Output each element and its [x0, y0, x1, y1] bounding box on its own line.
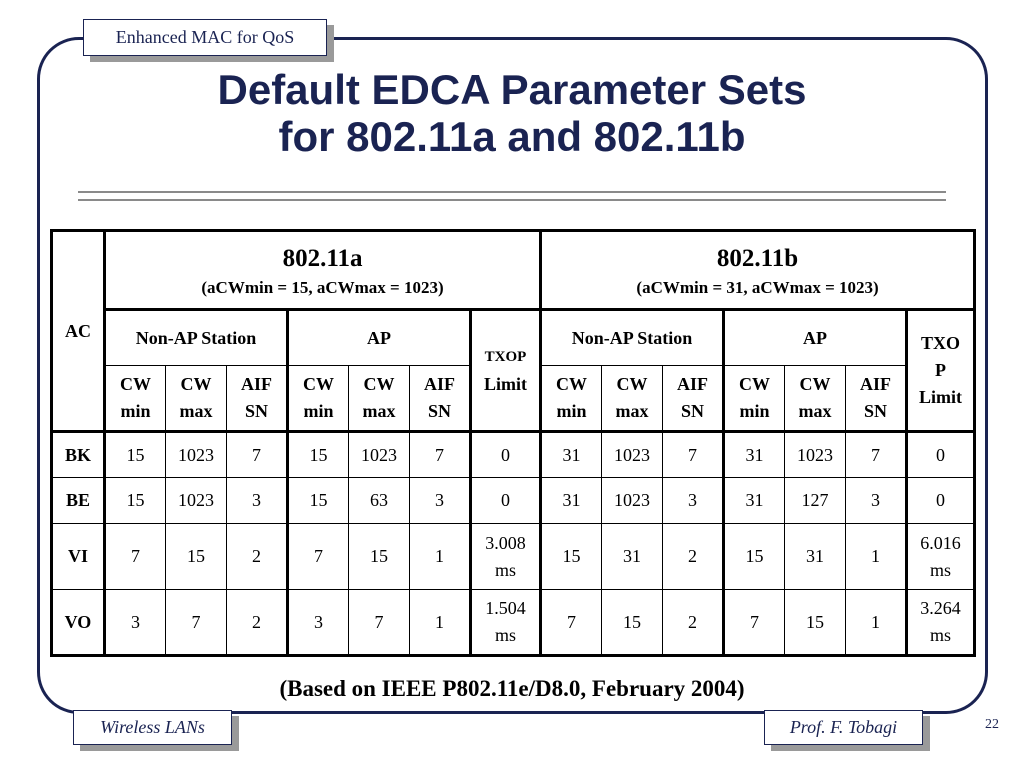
- param-header-line: max: [362, 401, 396, 421]
- ac-cell: VI: [52, 524, 105, 590]
- cell-b-txop: [907, 478, 975, 524]
- cell-b-ap: 15: [785, 590, 846, 656]
- param-header-b-ap: [724, 366, 785, 432]
- cell-a-ap: 1023: [349, 432, 410, 478]
- b-ap-header: AP: [724, 310, 907, 366]
- param-header-line: CW: [739, 374, 771, 394]
- cell-b-ap: 31: [724, 432, 785, 478]
- param-header-line: CW: [799, 374, 831, 394]
- cell-a-ap: 1: [410, 524, 471, 590]
- cell-b-txop: [907, 524, 975, 590]
- cell-b-sta: 31: [602, 524, 663, 590]
- cell-b-ap: 127: [785, 478, 846, 524]
- table-row: [52, 432, 975, 478]
- param-header-line: AIF: [241, 374, 272, 394]
- cell-a-sta: 7: [227, 432, 288, 478]
- txop-value-line: 0: [501, 444, 511, 465]
- title-line-1: Default EDCA Parameter Sets: [217, 66, 807, 113]
- title-rule-top: [78, 191, 946, 193]
- ac-header-cell: AC: [52, 231, 105, 432]
- param-header-line: SN: [681, 401, 705, 421]
- param-header-line: min: [556, 401, 587, 421]
- b-txop-line: TXO: [921, 333, 961, 353]
- cell-a-sta: 15: [105, 478, 166, 524]
- txop-value-line: 6.016: [920, 532, 961, 553]
- cell-a-ap: 3: [410, 478, 471, 524]
- cell-a-txop: [471, 432, 541, 478]
- cell-b-ap: 15: [724, 524, 785, 590]
- a-txop-line: TXOP: [484, 348, 527, 365]
- param-header-a-sta: [166, 366, 227, 432]
- cell-b-txop: [907, 432, 975, 478]
- table-body: [52, 432, 975, 656]
- b-non-ap-header: Non-AP Station: [541, 310, 724, 366]
- param-header-line: AIF: [424, 374, 455, 394]
- cell-b-sta: 2: [663, 590, 724, 656]
- topic-label: Enhanced MAC for QoS: [83, 19, 327, 56]
- param-header-line: CW: [616, 374, 648, 394]
- cell-b-sta: 31: [541, 432, 602, 478]
- param-header-a-sta: [105, 366, 166, 432]
- param-header-line: min: [739, 401, 770, 421]
- cell-b-sta: 15: [602, 590, 663, 656]
- cell-a-ap: 3: [288, 590, 349, 656]
- txop-value-line: 1.504: [485, 598, 526, 618]
- std-a-params: (aCWmin = 15, aCWmax = 1023): [201, 277, 444, 297]
- param-header-line: CW: [180, 374, 212, 394]
- cell-b-ap: 7: [846, 432, 907, 478]
- cell-a-ap: 1: [410, 590, 471, 656]
- a-txop-line: Limit: [484, 373, 528, 394]
- cell-a-ap: 15: [288, 478, 349, 524]
- title-rule-bottom: [78, 199, 946, 201]
- table-row: [52, 478, 975, 524]
- param-header-line: min: [303, 401, 334, 421]
- std-b-params: (aCWmin = 31, aCWmax = 1023): [636, 277, 879, 297]
- cell-b-ap: 1: [846, 590, 907, 656]
- param-header-a-ap: [410, 366, 471, 432]
- cell-a-ap: 7: [349, 590, 410, 656]
- ac-cell: VO: [52, 590, 105, 656]
- cell-a-sta: 2: [227, 524, 288, 590]
- cell-a-txop: [471, 524, 541, 590]
- param-header-b-sta: [663, 366, 724, 432]
- cell-a-ap: 63: [349, 478, 410, 524]
- param-header-line: CW: [556, 374, 588, 394]
- std-a-header: [105, 231, 541, 310]
- std-a-name: 802.11a: [282, 244, 363, 272]
- ac-cell: BK: [52, 432, 105, 478]
- cell-a-sta: 1023: [166, 432, 227, 478]
- b-txop-header: [907, 310, 975, 432]
- cell-b-ap: 1023: [785, 432, 846, 478]
- cell-b-ap: 1: [846, 524, 907, 590]
- cell-b-sta: 1023: [602, 432, 663, 478]
- cell-a-sta: 2: [227, 590, 288, 656]
- cell-b-ap: 31: [785, 524, 846, 590]
- cell-b-ap: 31: [724, 478, 785, 524]
- page-number: 22: [985, 717, 999, 732]
- cell-a-sta: 15: [166, 524, 227, 590]
- txop-value-line: 3.264: [920, 598, 961, 618]
- param-header-line: CW: [120, 374, 151, 394]
- cell-a-txop: [471, 590, 541, 656]
- a-non-ap-header: Non-AP Station: [105, 310, 288, 366]
- param-header-b-ap: [846, 366, 907, 432]
- param-header-line: max: [615, 401, 649, 421]
- cell-a-sta: 1023: [166, 478, 227, 524]
- param-header-line: max: [798, 401, 832, 421]
- cell-b-ap: 3: [846, 478, 907, 524]
- cell-b-sta: 7: [541, 590, 602, 656]
- txop-value-line: ms: [495, 559, 517, 580]
- a-txop-header: [471, 310, 541, 432]
- param-header-a-ap: [349, 366, 410, 432]
- cell-b-sta: 15: [541, 524, 602, 590]
- param-header-line: CW: [303, 374, 334, 394]
- cell-a-sta: 3: [105, 590, 166, 656]
- param-header-line: SN: [864, 401, 888, 421]
- txop-value-line: ms: [930, 625, 952, 645]
- cell-b-txop: [907, 590, 975, 656]
- cell-a-ap: 15: [349, 524, 410, 590]
- txop-value-line: ms: [930, 559, 952, 580]
- cell-a-ap: 7: [410, 432, 471, 478]
- cell-a-sta: 3: [227, 478, 288, 524]
- footer-course-label: Wireless LANs: [73, 710, 232, 745]
- cell-a-ap: 7: [288, 524, 349, 590]
- table-row: [52, 590, 975, 656]
- cell-b-sta: 1023: [602, 478, 663, 524]
- param-header-b-ap: [785, 366, 846, 432]
- b-txop-line: P: [935, 360, 947, 380]
- txop-value-line: 0: [501, 490, 511, 510]
- txop-value-line: 0: [936, 490, 946, 510]
- txop-value-line: ms: [495, 625, 517, 645]
- std-b-header: [541, 231, 975, 310]
- param-header-line: AIF: [860, 374, 892, 394]
- slide-title: [100, 66, 924, 160]
- table-row: [52, 524, 975, 590]
- cell-a-txop: [471, 478, 541, 524]
- cell-b-sta: 2: [663, 524, 724, 590]
- cell-a-sta: 7: [105, 524, 166, 590]
- b-txop-line: Limit: [919, 387, 963, 407]
- param-header-line: AIF: [677, 374, 709, 394]
- param-header-b-sta: [602, 366, 663, 432]
- source-note: (Based on IEEE P802.11e/D8.0, February 2004): [279, 676, 745, 701]
- param-header-line: SN: [427, 401, 451, 421]
- param-header-a-ap: [288, 366, 349, 432]
- cell-b-sta: 3: [663, 478, 724, 524]
- param-header-line: SN: [244, 401, 268, 421]
- txop-value-line: 3.008: [485, 532, 526, 553]
- param-header-line: min: [120, 401, 151, 421]
- param-header-a-sta: [227, 366, 288, 432]
- cell-a-sta: 7: [166, 590, 227, 656]
- a-ap-header: AP: [288, 310, 471, 366]
- cell-b-sta: 7: [663, 432, 724, 478]
- txop-value-line: 0: [936, 444, 946, 465]
- std-b-name: 802.11b: [716, 244, 799, 272]
- cell-a-sta: 15: [105, 432, 166, 478]
- cell-b-sta: 31: [541, 478, 602, 524]
- param-header-b-sta: [541, 366, 602, 432]
- ac-cell: BE: [52, 478, 105, 524]
- param-header-line: CW: [363, 374, 395, 394]
- cell-b-ap: 7: [724, 590, 785, 656]
- param-header-line: max: [179, 401, 213, 421]
- footer-author-label: Prof. F. Tobagi: [764, 710, 923, 745]
- edca-parameter-table: [50, 229, 976, 657]
- title-line-2: for 802.11a and 802.11b: [278, 113, 746, 160]
- cell-a-ap: 15: [288, 432, 349, 478]
